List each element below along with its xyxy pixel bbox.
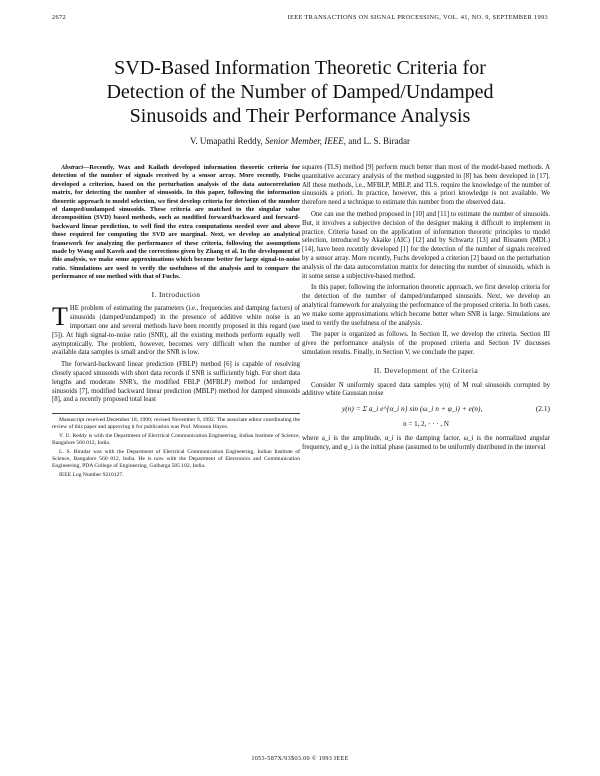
right-paragraph-6: where a_i is the amplitude, α_i is the damping factor, ω_i is the normalized angular frequency, and φ_i is the initial phase (assumed to be uniformly distributed in the interval: [302, 434, 550, 451]
right-paragraph-4: The paper is organized as follows. In Section II, we develop the criteria. Section III gives the performance analysis of the proposed criteria and Section IV discusses simulation results. Finally, in Section V, we conclude the paper.: [302, 331, 550, 356]
drop-cap: T: [52, 302, 68, 332]
right-paragraph-5: Consider N uniformly spaced data samples y(n) of M real sinusoids corrupted by additive white Gaussian noise: [302, 381, 550, 398]
abstract-label: Abstract: [61, 164, 84, 171]
running-head: [52, 14, 548, 21]
page-number: 2672: [52, 14, 66, 21]
abstract: [52, 164, 300, 282]
footnote-author-1: V. U. Reddy is with the Department of Electrical Communication Engineering, Indian Institute of Science, Bangalore 560 012, India.: [52, 433, 300, 447]
footnote-log-number: IEEE Log Number 9210127.: [59, 472, 124, 479]
title-line-1: SVD-Based Information Theoretic Criteria for: [114, 57, 486, 79]
equation-number: (2.1): [535, 404, 550, 414]
left-column: [52, 164, 300, 481]
intro-paragraph-2: The forward-backward linear prediction (FBLP) method [6] is capable of resolving closely spaced sinusoids with short data records if SNR is sufficiently high. For short data lengths and moderate SNR's, the modified FBLP (MFBLP) method for undamped sinusoids [7], modified backward linear prediction (MBLP) method for damped sinusoids [8], and a recently proposed total least: [52, 361, 300, 404]
section-heading-development: II. Development of the Criteria: [373, 365, 479, 375]
author-line: [60, 136, 540, 146]
section-heading-introduction: I. Introduction: [151, 289, 201, 299]
title-line-3: Sinusoids and Their Performance Analysis: [129, 105, 471, 127]
right-paragraph-1: squares (TLS) method [9] perform much better than most of the model-based methods. A quantitative accuracy analysis of the method suggested in [8] has been developed in [17]. All these methods, i.e., MFBLP, MBLP, and TLS, require the knowledge of the number of sinusoids a priori. In practice, however, this a priori knowledge is not available. We therefore need a technique to estimate this number from the observed data.: [302, 164, 550, 207]
paper-title: [60, 56, 540, 128]
footnote-author-2: L. S. Biradar was with the Department of Electrical Communication Engineering, Indian Institute of Science, Bangalore 560 012, India. He is now with the Department of Electronics and Communication Engineering, PDA College of Engineering, Gulbarga 585 102, India.: [52, 449, 300, 470]
intro-paragraph-1: [52, 302, 300, 358]
intro-paragraph-1-text: HE problem of estimating the parameters (i.e., frequencies and damping factors) of sinusoids (damped/undamped) in the presence of additive white noise is an important one and several methods have been recently proposed in this regard (see [5]). At high signal-to-noise ratio (SNR), all the existing methods perform equally well asymptotically. The problem, however, becomes very difficult when the number of available data samples is small and/or the SNR is low.: [52, 305, 300, 357]
copyright-code: 1053-587X/93$03.00 © 1993 IEEE: [251, 755, 349, 762]
author-2: L. S. Biradar: [363, 136, 410, 146]
footnote-manuscript: Manuscript received December 18, 1990; revised November 9, 1992. The associate editor coordinating the review of this paper and approving it for publication was Prof. Monson Hayes.: [52, 417, 300, 431]
journal-line: IEEE TRANSACTIONS ON SIGNAL PROCESSING, VOL. 41, NO. 9, SEPTEMBER 1993: [287, 14, 548, 21]
right-column: [302, 164, 550, 455]
right-paragraph-2: One can use the method proposed in [10] and [11] to estimate the number of sinusoids. But, it involves a subjective decision of the designer making it difficult to implement in practice. Criteria based on the application of information theoretic principles to model selection, introduced by Akaike (AIC) [12] and by Schwartz [13] and Rissanen (MDL) [14], have been recently developed [1] for the detection of the number of signals received by a sensor array. More recently, Fuchs developed a criterion [2] based on the perturbation analysis of the data autocorrelation matrix for detecting the number of sinusoids, which is in some sense a subjective-based method.: [302, 210, 550, 280]
equation-body: y(n) = Σ a_i e^{α_i n} sin (ω_i n + φ_i) + e(n),: [342, 404, 483, 414]
footnotes: [52, 413, 300, 479]
equation-2-1: [302, 405, 550, 414]
right-paragraph-3: In this paper, following the information theoretic approach, we first develop criteria for the detection of the number of damped/undamped sinusoids. Next, we develop an analytical framework for analyzing the performance of the proposed criteria. In both cases, we make some approximations which become better when SNR is large. Simulations are used to verify the usefulness of the analysis.: [302, 284, 550, 327]
author-connector: and: [348, 136, 362, 146]
author-1-membership: Senior Member, IEEE,: [265, 136, 346, 146]
author-1: V. Umapathi Reddy,: [190, 136, 263, 146]
title-line-2: Detection of the Number of Damped/Undamped: [106, 81, 494, 103]
equation-range: n = 1, 2, · · · , N: [403, 419, 449, 428]
abstract-text: —Recently, Wax and Kailath developed information theoretic criteria for detection of the number of signals received by a sensor array. More recently, Fuchs developed a criterion, based on the perturbation analysis of the data autocorrelation matrix, for detecting the number of sinusoids. In this paper, following the information theoretic approach to model selection, we first develop criteria for detection of the number of damped/undamped sinusoids. These criteria are matched to the singular value decomposition (SVD) based methods, such as modified forward/backward and forward-backward linear prediction, to well find the extra computations needed over and above those required for computing the SVD are marginal. Next, we develop an analytical framework for analyzing the performance of these criteria, following the assumptions made by Wang and Kaveh and the corrections given by Zhang et al. In the development of this analysis, we make some approximations which become better for large signal-to-noise ratio. Simulations are used to verify the usefulness of the analysis and to compare the performance of one method with that of Fuchs.: [52, 164, 300, 281]
